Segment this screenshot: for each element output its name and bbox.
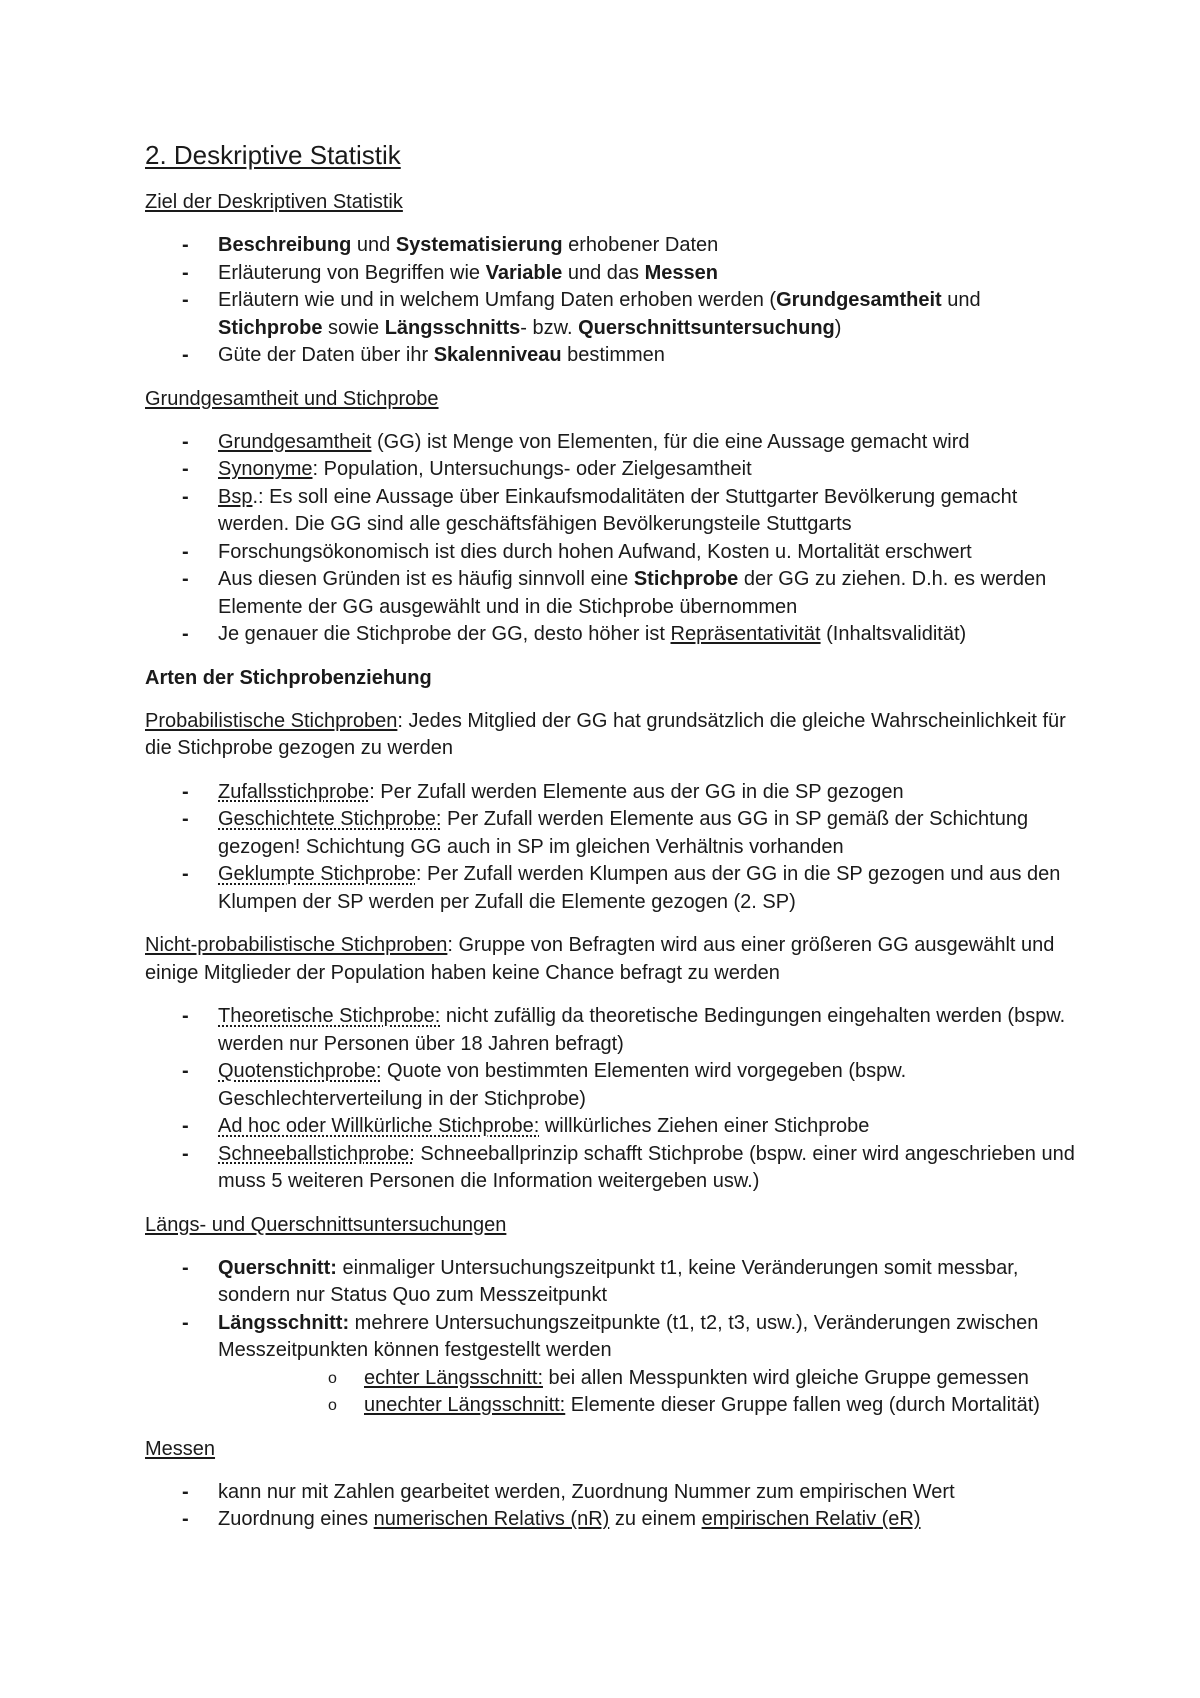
section-heading-grundgesamtheit: Grundgesamtheit und Stichprobe xyxy=(145,387,439,410)
list-item: - Geschichtete Stichprobe: Per Zufall werden Elemente aus GG in SP gemäß der Schichtung gezogen! Schichtung GG auch in SP im gleichen Verhältnis vorhanden xyxy=(145,806,1085,861)
page-title: 2. Deskriptive Statistik xyxy=(145,140,401,170)
list-item: - Beschreibung und Systematisierung erhobener Daten xyxy=(145,232,1085,260)
list-item: - Güte der Daten über ihr Skalenniveau bestimmen xyxy=(145,342,1085,370)
gg-list xyxy=(145,429,1085,649)
list-item: - Quotenstichprobe: Quote von bestimmten Elementen wird vorgegeben (bspw. Geschlechterverteilung in der Stichprobe) xyxy=(145,1058,1085,1113)
ziel-list xyxy=(145,232,1085,370)
section-heading-laengs-quer: Längs- und Querschnittsuntersuchungen xyxy=(145,1213,507,1236)
list-item: - Querschnitt: einmaliger Untersuchungszeitpunkt t1, keine Veränderungen somit messbar, sondern nur Status Quo zum Messzeitpunkt xyxy=(145,1255,1085,1310)
list-item: - Bsp.: Es soll eine Aussage über Einkaufsmodalitäten der Stuttgarter Bevölkerung gemacht werden. Die GG sind alle geschäftsfähigen Bevölkerungsteile Stuttgarts xyxy=(145,484,1085,539)
section-heading-ziel: Ziel der Deskriptiven Statistik xyxy=(145,191,403,213)
document-page xyxy=(145,140,1085,1550)
nonprobabilistic-paragraph: Nicht-probabilistische Stichproben: Gruppe von Befragten wird aus einer größeren GG ausgewählt und einige Mitglieder der Population haben keine Chance befragt zu werden xyxy=(145,934,1055,984)
list-item: - Je genauer die Stichprobe der GG, desto höher ist Repräsentativität (Inhaltsvalidität) xyxy=(145,621,1085,649)
list-item: - Aus diesen Gründen ist es häufig sinnvoll eine Stichprobe der GG zu ziehen. D.h. es werden Elemente der GG ausgewählt und in die Stichprobe übernommen xyxy=(145,566,1085,621)
messen-list xyxy=(145,1479,1085,1534)
list-item: - Ad hoc oder Willkürliche Stichprobe: willkürliches Ziehen einer Stichprobe xyxy=(145,1113,1085,1141)
nonprobabilistic-list xyxy=(145,1003,1085,1196)
lq-list xyxy=(145,1255,1085,1420)
list-item: - kann nur mit Zahlen gearbeitet werden, Zuordnung Nummer zum empirischen Wert xyxy=(145,1479,1085,1507)
list-item: - Synonyme: Population, Untersuchungs- oder Zielgesamtheit xyxy=(145,456,1085,484)
section-heading-messen: Messen xyxy=(145,1437,216,1460)
list-item: - Erläuterung von Begriffen wie Variable und das Messen xyxy=(145,260,1085,288)
list-item: - Erläutern wie und in welchem Umfang Daten erhoben werden (Grundgesamtheit und Stichprobe sowie Längsschnitts- bzw. Querschnittsuntersuchung) xyxy=(145,287,1085,342)
sub-list-item: o echter Längsschnitt: bei allen Messpunkten wird gleiche Gruppe gemessen xyxy=(218,1365,1085,1393)
list-item: - Längsschnitt: mehrere Untersuchungszeitpunkte (t1, t2, t3, usw.), Veränderungen zwischen Messzeitpunkten können festgestellt werden o echter Längsschnitt: bei allen Messpunkten wird gleiche Gruppe gemessen o unechter Längsschnitt: Elemente dieser Gruppe fallen weg (durch Mortalität) xyxy=(145,1310,1085,1420)
probabilistic-paragraph: Probabilistische Stichproben: Jedes Mitglied der GG hat grundsätzlich die gleiche Wahrscheinlichkeit für die Stichprobe gezogen zu werden xyxy=(145,709,1066,759)
list-item: - Geklumpte Stichprobe: Per Zufall werden Klumpen aus der GG in die SP gezogen und aus den Klumpen der SP werden per Zufall die Elemente gezogen (2. SP) xyxy=(145,861,1085,916)
list-item: - Forschungsökonomisch ist dies durch hohen Aufwand, Kosten u. Mortalität erschwert xyxy=(145,539,1085,567)
lq-sublist xyxy=(218,1365,1085,1420)
probabilistic-list xyxy=(145,779,1085,917)
list-item: - Grundgesamtheit (GG) ist Menge von Elementen, für die eine Aussage gemacht wird xyxy=(145,429,1085,457)
list-item: - Schneeballstichprobe: Schneeballprinzip schafft Stichprobe (bspw. einer wird angeschrieben und muss 5 weiteren Personen die Information weitergeben usw.) xyxy=(145,1141,1085,1196)
section-heading-arten: Arten der Stichprobenziehung xyxy=(145,666,432,689)
sub-list-item: o unechter Längsschnitt: Elemente dieser Gruppe fallen weg (durch Mortalität) xyxy=(218,1392,1085,1420)
list-item: - Zuordnung eines numerischen Relativs (nR) zu einem empirischen Relativ (eR) xyxy=(145,1506,1085,1534)
list-item: - Zufallsstichprobe: Per Zufall werden Elemente aus der GG in die SP gezogen xyxy=(145,779,1085,807)
list-item: - Theoretische Stichprobe: nicht zufällig da theoretische Bedingungen eingehalten werden (bspw. werden nur Personen über 18 Jahren befragt) xyxy=(145,1003,1085,1058)
